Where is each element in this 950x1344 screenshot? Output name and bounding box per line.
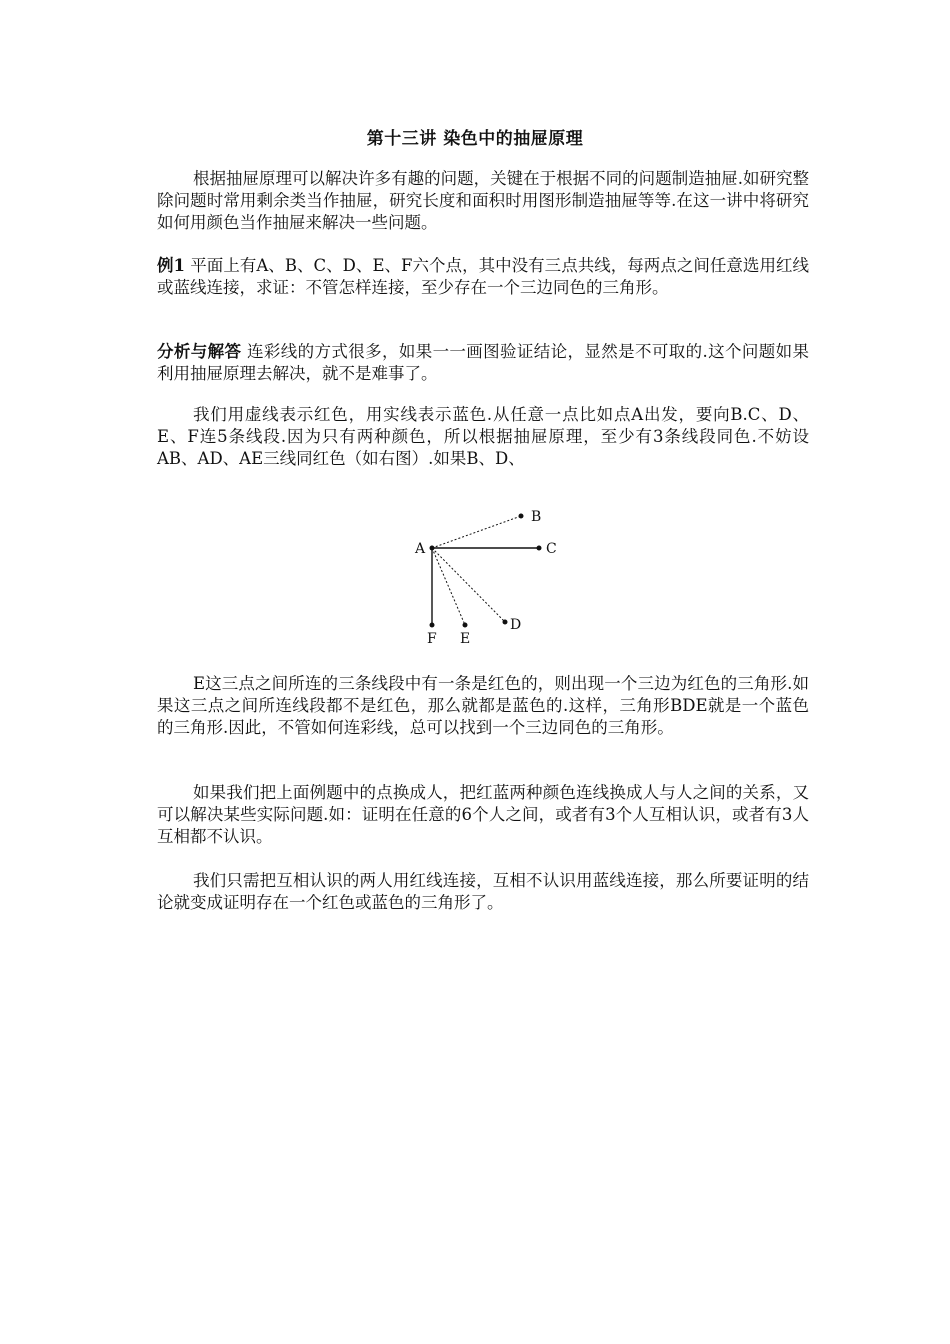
example-text: 平面上有A、B、C、D、E、F六个点，其中没有三点共线，每两点之间任意选用红线或蓝线连接，求证：不管怎样连接，至少存在一个三边同色的三角形。 [157,256,810,297]
point-f [430,623,435,628]
edge-ae [432,548,465,625]
example-label: 例1 [157,256,186,275]
example-paragraph [157,255,809,299]
label-e: E [460,631,471,647]
application-paragraph: 如果我们把上面例题中的点换成人，把红蓝两种颜色连线换成人与人之间的关系，又可以解决某些实际问题.如：证明在任意的6个人之间，或者有3个人互相认识，或者有3人互相都不认识。 [157,783,809,846]
analysis-text: 连彩线的方式很多，如果一一画图验证结论，显然是不可取的.这个问题如果利用抽屉原理去解决，就不是难事了。 [157,342,809,383]
point-a [430,546,435,551]
point-e [463,623,468,628]
edge-ad [432,548,505,622]
label-a: A [415,541,426,557]
label-d: D [510,617,522,633]
coloring-paragraph: 我们用虚线表示红色，用实线表示蓝色.从任意一点比如点A出发，要向B.C、D、E、F连5条线段.因为只有两种颜色，所以根据抽屉原理，至少有3条线段同色.不妨设AB、AD、AE三线同红色（如右图）.如果B、D、 [157,405,809,468]
analysis-paragraph [157,341,809,385]
point-d [503,620,508,625]
label-b: B [531,509,542,525]
point-b [519,514,524,519]
label-f: F [427,631,437,647]
analysis-label: 分析与解答 [157,342,242,361]
page-title: 第十三讲 染色中的抽屉原理 [366,129,584,149]
conclusion-paragraph: E这三点之间所连的三条线段中有一条是红色的，则出现一个三边为红色的三角形.如果这三点之间所连线段都不是红色，那么就都是蓝色的.这样，三角形BDE就是一个蓝色的三角形.因此，不管如何连彩线，总可以找到一个三边同色的三角形。 [157,674,809,737]
reformulation-paragraph: 我们只需把互相认识的两人用红线连接，互相不认识用蓝线连接，那么所要证明的结论就变成证明存在一个红色或蓝色的三角形了。 [157,871,809,912]
intro-paragraph: 根据抽屉原理可以解决许多有趣的问题，关键在于根据不同的问题制造抽屉.如研究整除问题时常用剩余类当作抽屉，研究长度和面积时用图形制造抽屉等等.在这一讲中将研究如何用颜色当作抽屉来解决一些问题。 [157,169,809,232]
coloring-figure [405,500,585,655]
label-c: C [546,541,557,557]
point-c [537,546,542,551]
figure-svg [405,500,585,655]
edge-ab [432,516,521,548]
